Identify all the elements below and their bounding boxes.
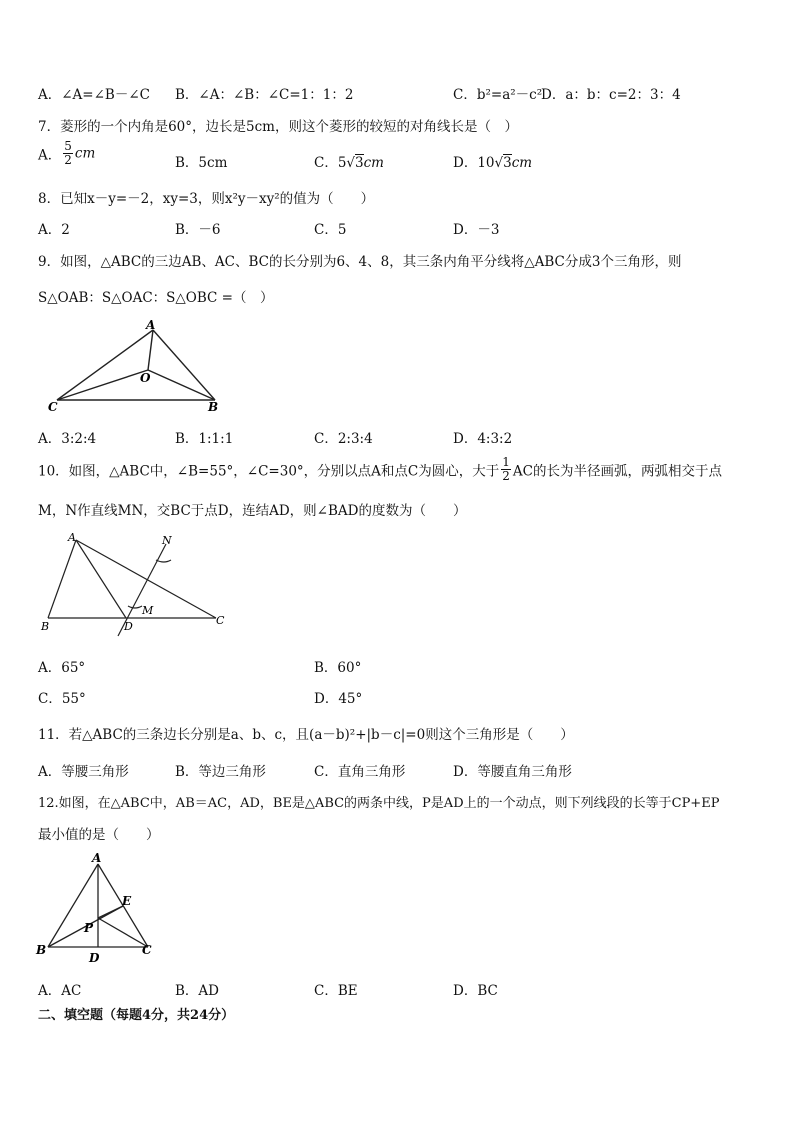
q8-option-d: D．－3 (453, 222, 500, 238)
q7-d-unit: cm (511, 155, 533, 171)
q11-option-a: A．等腰三角形 (38, 764, 129, 780)
q7-option-c (314, 151, 384, 171)
q7-d-prefix: D．10 (453, 155, 495, 171)
q12-option-a: A．AC (38, 983, 82, 999)
q9-label-o: O (140, 371, 151, 385)
q12-label-a: A (92, 851, 102, 865)
q10-fraction-denominator: 2 (502, 469, 510, 483)
q7-option-a (38, 140, 95, 167)
q7-d-sqrt-icon: √ (494, 155, 504, 171)
q6-option-b: B．∠A：∠B：∠C=1：1：2 (175, 87, 354, 103)
q10-fraction-numerator: 1 (502, 455, 510, 469)
q10-fraction (501, 456, 511, 483)
q10-stem-line2: M，N作直线MN，交BC于点D，连结AD，则∠BAD的度数为（ ） (38, 503, 467, 519)
q9-label-a: A (146, 318, 156, 332)
q12-stem: 12.如图，在△ABC中，AB＝AC，AD，BE是△ABC的两条中线，P是AD上的一个动点，则下列线段的长等于CP+EP (38, 796, 720, 811)
q10-label-m: M (142, 604, 154, 617)
q7-stem: 7．菱形的一个内角是60°，边长是5cm，则这个菱形的较短的对角线长是（ ） (38, 119, 518, 135)
q11-stem: 11．若△ABC的三条边长分别是a、b、c，且(a－b)²+|b－c|=0则这个三角形是（ ） (38, 727, 574, 743)
q12-label-b: B (36, 943, 47, 957)
q10-stem-part2: AC的长为半径画弧，两弧相交于点 (512, 463, 722, 480)
q12-figure (34, 850, 164, 965)
q7-c-sqrt-icon: √ (346, 155, 356, 171)
q12-label-d: D (89, 951, 100, 965)
q10-option-b: B．60° (314, 660, 362, 676)
q10-option-a: A．65° (38, 660, 86, 676)
q12-option-d: D．BC (453, 983, 498, 999)
q7-c-radicand: 3 (355, 155, 364, 171)
q7-a-denominator: 2 (64, 153, 72, 167)
section-2-heading: 二、填空题（每题4分，共24分） (38, 1008, 235, 1023)
q9-option-d: D．4:3:2 (453, 431, 513, 447)
q10-label-a: A (68, 531, 76, 544)
q9-label-c: C (48, 400, 58, 414)
q10-stem-part1: 10．如图，△ABC中，∠B=55°，∠C=30°，分别以点A和点C为圆心，大于 (38, 463, 500, 480)
q7-option-d (453, 151, 532, 171)
q11-option-d: D．等腰直角三角形 (453, 764, 572, 780)
q9-figure (40, 318, 230, 414)
q12-label-e: E (122, 894, 132, 908)
q7-d-radicand: 3 (503, 155, 512, 171)
q10-option-c: C．55° (38, 691, 86, 707)
q11-option-c: C．直角三角形 (314, 764, 406, 780)
q8-option-c: C．5 (314, 222, 347, 238)
q7-a-fraction (63, 140, 73, 167)
q9-stem-area-ratio: S△OAB：S△OAC：S△OBC =（ ） (38, 290, 274, 306)
q7-option-b: B．5cm (175, 155, 228, 171)
q7-c-prefix: C．5 (314, 155, 347, 171)
q11-option-b: B．等边三角形 (175, 764, 266, 780)
q9-option-a: A．3:2:4 (38, 431, 97, 447)
q7-a-numerator: 5 (64, 139, 72, 153)
q8-option-b: B．－6 (175, 222, 221, 238)
q12-stem-line2: 最小值的是（ ） (38, 827, 160, 843)
q6-option-d: D．a：b：c=2：3：4 (541, 87, 681, 103)
q8-option-a: A．2 (38, 222, 70, 238)
q10-label-c: C (216, 614, 225, 627)
q9-label-b: B (208, 400, 219, 414)
q12-option-b: B．AD (175, 983, 219, 999)
q7-a-unit: cm (74, 145, 96, 162)
q10-stem (38, 456, 722, 483)
q9-stem: 9．如图，△ABC的三边AB、AC、BC的长分别为6、4、8，其三条内角平分线将△ABC分成3个三角形，则 (38, 254, 682, 270)
q6-option-c: C．b²=a²－c² (453, 87, 543, 103)
q6-option-a: A．∠A=∠B－∠C (38, 87, 150, 103)
q10-label-n: N (162, 534, 172, 547)
q12-option-c: C．BE (314, 983, 358, 999)
q7-a-prefix: A． (38, 147, 62, 164)
q9-option-b: B．1:1:1 (175, 431, 234, 447)
q12-label-c: C (142, 943, 152, 957)
q10-option-d: D．45° (314, 691, 363, 707)
q10-label-d: D (124, 620, 133, 633)
q12-label-p: P (84, 921, 94, 935)
q7-c-unit: cm (363, 155, 384, 171)
q10-label-b: B (41, 620, 50, 633)
q9-option-c: C．2:3:4 (314, 431, 373, 447)
q10-figure (38, 530, 238, 638)
q8-stem: 8．已知x－y=－2，xy=3，则x²y－xy²的值为（ ） (38, 191, 375, 207)
